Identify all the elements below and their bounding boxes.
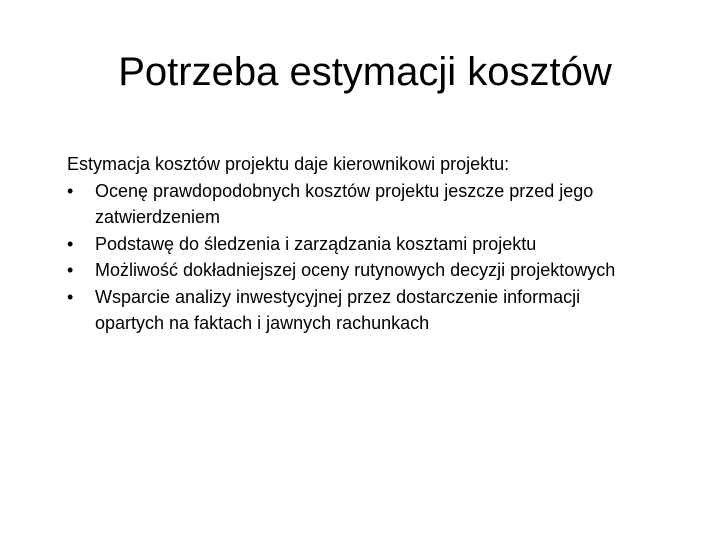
bullet-text: Wsparcie analizy inwestycyjnej przez dostarczenie informacji opartych na faktach i jawnych rachunkach xyxy=(95,286,581,333)
slide-body xyxy=(67,151,667,337)
bullet-item xyxy=(67,257,627,284)
bullet-item xyxy=(67,231,627,258)
bullet-text: Ocenę prawdopodobnych kosztów projektu jeszcze przed jego zatwierdzeniem xyxy=(95,180,594,227)
bullet-list xyxy=(67,178,667,337)
bullet-item xyxy=(67,178,627,231)
bullet-icon: • xyxy=(67,286,74,307)
slide-title: Potrzeba estymacji kosztów xyxy=(118,50,612,94)
bullet-icon: • xyxy=(67,260,74,280)
bullet-text: Możliwość dokładniejszej oceny rutynowych decyzji projektowych xyxy=(95,260,616,280)
bullet-item xyxy=(67,284,627,337)
bullet-icon: • xyxy=(67,180,74,201)
bullet-icon: • xyxy=(67,233,74,254)
intro-text: Estymacja kosztów projektu daje kierownikowi projektu: xyxy=(67,154,510,174)
bullet-text: Podstawę do śledzenia i zarządzania kosztami projektu xyxy=(95,233,537,254)
